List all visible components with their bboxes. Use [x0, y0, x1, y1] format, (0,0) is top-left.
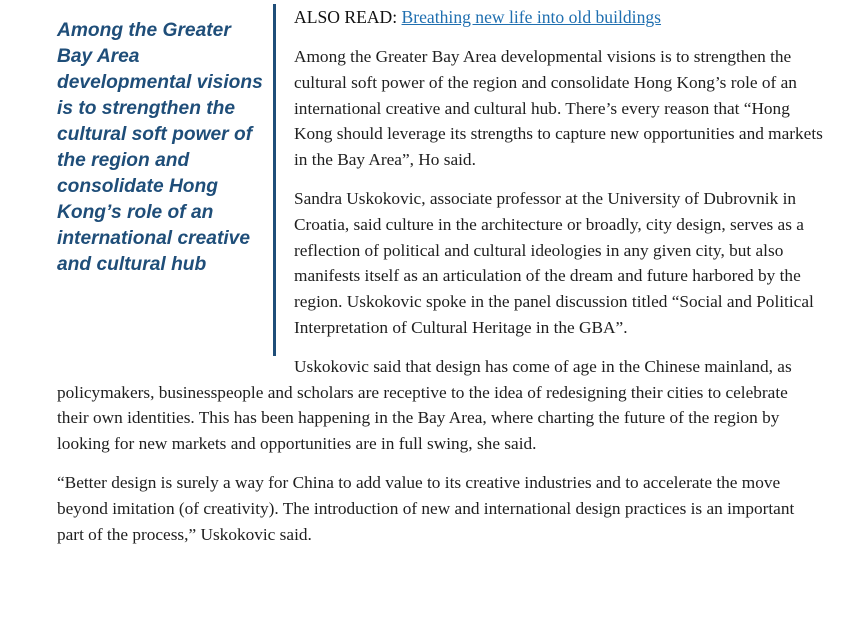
paragraph-4: “Better design is surely a way for China to add value to its creative industries and to accelerate the move beyond imitation (of creativity). The introduction of new and international design practices is an important part of the process,” Uskokovic said. [57, 472, 795, 544]
also-read-link[interactable]: Breathing new life into old buildings [401, 7, 662, 27]
paragraph-3: Uskokovic said that design has come of age in the Chinese mainland, as policymakers, businesspeople and scholars are receptive to the idea of redesigning their cities to celebrate their own identities. This has been happening in the Bay Area, where charting the future of the region by looking for new markets and opportunities are in full swing, she said. [57, 356, 792, 454]
also-read-label: ALSO READ: [294, 7, 398, 27]
paragraph-2: Sandra Uskokovic, associate professor at the University of Dubrovnik in Croatia, said culture in the architecture or broadly, city design, serves as a reflection of political and cultural ideologies in any given city, but also manifests itself as an articulation of the dream and future harbored by the region. Uskokovic spoke in the panel discussion titled “Social and Political Interpretation of Cultural Heritage in the GBA”. [294, 188, 814, 337]
pull-quote: Among the Greater Bay Area developmental visions is to strengthen the cultural soft power of the region and consolidate Hong Kong’s role of an international creative and cultural hub [57, 4, 276, 356]
paragraph-1: Among the Greater Bay Area developmental visions is to strengthen the cultural soft power of the region and consolidate Hong Kong’s role of an international creative and cultural hub. There’s every reason that “Hong Kong should leverage its strengths to capture new opportunities and markets in the Bay Area”, Ho said. [294, 47, 823, 170]
article-body [57, 4, 823, 560]
